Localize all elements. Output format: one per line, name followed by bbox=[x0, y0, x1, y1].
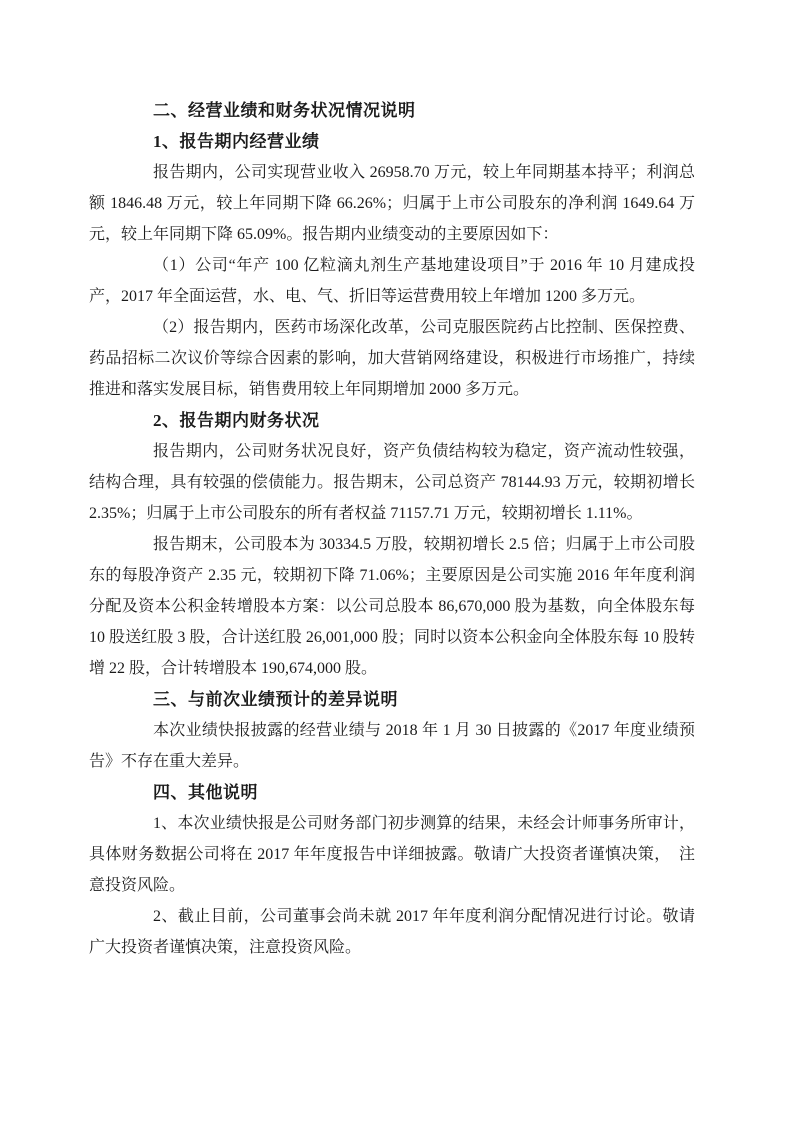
heading-financial-status: 2、报告期内财务状况 bbox=[153, 411, 320, 430]
heading-section-4-other-notes: 四、其他说明 bbox=[153, 783, 258, 802]
para-share-capital-change: 报告期末，公司股本为 30334.5 万股，较期初增长 2.5 倍；归属于上市公司股东的每股净资产 2.35 元，较期初下降 71.06%；主要原因是公司实施 2016 年年度利润分配及资本公积金转增股本方案：以公司总股本 86,670,000 股为基数，向全体股东每 10 股送红股 3 股，合计送红股 26,001,000 股；同时以资本公积金向全体股东每 10 股转增 22 股，合计转增股本 190,674,000 股。 bbox=[89, 536, 695, 677]
para-operating-results: 报告期内，公司实现营业收入 26958.70 万元，较上年同期基本持平；利润总额 1846.48 万元，较上年同期下降 66.26%；归属于上市公司股东的净利润 1649.64 万元，较上年同期下降 65.09%。报告期内业绩变动的主要原因如下： bbox=[89, 164, 695, 243]
para-reason-1-production-base: （1）公司“年产 100 亿粒滴丸剂生产基地建设项目”于 2016 年 10 月建成投产，2017 年全面运营，水、电、气、折旧等运营费用较上年增加 1200 多万元。 bbox=[89, 257, 695, 305]
para-forecast-difference: 本次业绩快报披露的经营业绩与 2018 年 1 月 30 日披露的《2017 年度业绩预告》不存在重大差异。 bbox=[89, 722, 695, 770]
para-other-note-1-unaudited: 1、本次业绩快报是公司财务部门初步测算的结果，未经会计师事务所审计，具体财务数据公司将在 2017 年年度报告中详细披露。敬请广大投资者谨慎决策， 注意投资风险。 bbox=[89, 815, 695, 894]
heading-section-2-operations-and-finance: 二、经营业绩和财务状况情况说明 bbox=[153, 101, 416, 120]
document-body bbox=[89, 95, 695, 963]
heading-section-3-forecast-difference: 三、与前次业绩预计的差异说明 bbox=[153, 690, 398, 709]
heading-operating-results: 1、报告期内经营业绩 bbox=[153, 132, 320, 151]
para-reason-2-market-reform: （2）报告期内，医药市场深化改革，公司克服医院药占比控制、医保控费、药品招标二次议价等综合因素的影响，加大营销网络建设，积极进行市场推广，持续推进和落实发展目标，销售费用较上年同期增加 2000 多万元。 bbox=[89, 319, 695, 398]
para-financial-status: 报告期内，公司财务状况良好，资产负债结构较为稳定，资产流动性较强，结构合理，具有较强的偿债能力。报告期末，公司总资产 78144.93 万元，较期初增长 2.35%；归属于上市公司股东的所有者权益 71157.71 万元，较期初增长 1.11%。 bbox=[89, 443, 695, 522]
para-other-note-2-dividend-discussion: 2、截止目前，公司董事会尚未就 2017 年年度利润分配情况进行讨论。敬请广大投资者谨慎决策，注意投资风险。 bbox=[89, 908, 695, 956]
